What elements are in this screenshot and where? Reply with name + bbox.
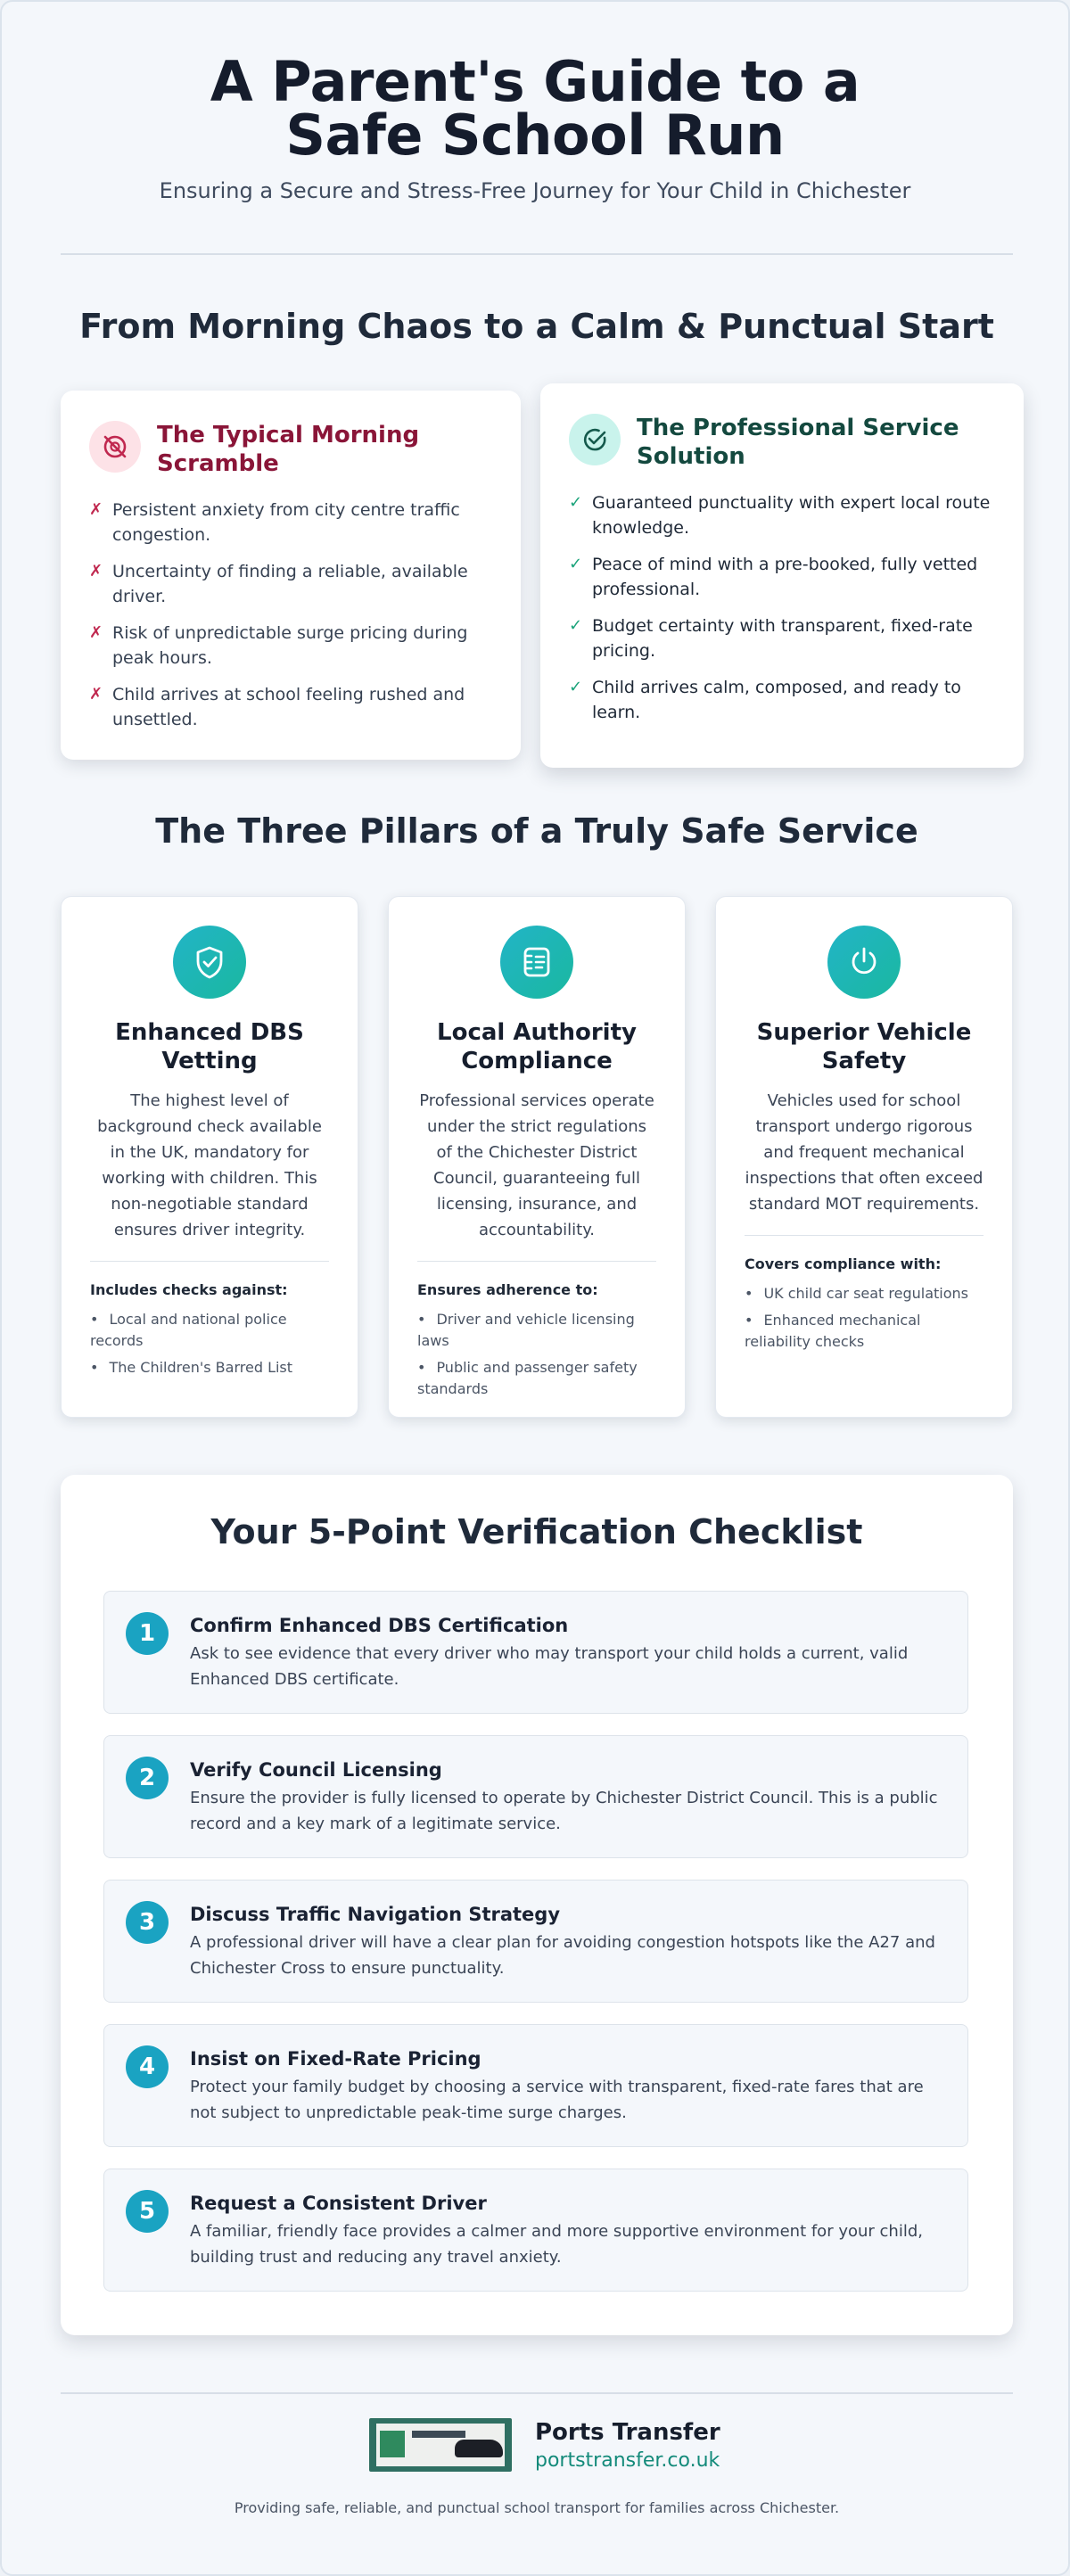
step-number: 4	[126, 2045, 169, 2088]
step-number: 2	[126, 1757, 169, 1799]
brand-name: Ports Transfer	[535, 2418, 720, 2446]
pillar-card-compliance	[388, 896, 686, 1418]
step-title: Discuss Traffic Navigation Strategy	[190, 1904, 561, 1925]
cross-icon: ✗	[89, 685, 103, 704]
pillar-title: Local Authority Compliance	[437, 1019, 637, 1074]
page-title: A Parent's Guide to a Safe School Run	[210, 49, 860, 168]
step-text: Ask to see evidence that every driver who may transport your child holds a current, valid Enhanced DBS certificate.	[190, 1644, 909, 1689]
power-icon	[827, 926, 901, 999]
cross-icon: ✗	[89, 500, 103, 519]
pillar-points	[90, 1309, 329, 1379]
footer-brand	[369, 2418, 720, 2472]
divider	[61, 253, 1013, 255]
step-text: Ensure the provider is fully licensed to operate by Chichester District Council. This is a public record and a key mark of a legitimate service.	[190, 1789, 938, 1833]
divider	[90, 1261, 329, 1262]
step-title: Verify Council Licensing	[190, 1759, 442, 1781]
check-icon: ✓	[569, 493, 583, 512]
checklist-title: Your 5-Point Verification Checklist	[210, 1512, 863, 1551]
step-text: A professional driver will have a clear plan for avoiding congestion hotspots like the A27 and Chichester Cross to ensure punctuality.	[190, 1933, 935, 1978]
pillar-points	[745, 1283, 984, 1353]
pillars-title: The Three Pillars of a Truly Safe Service	[155, 811, 918, 851]
problem-card	[61, 391, 521, 760]
divider	[61, 2392, 1013, 2394]
checklist-step	[103, 2169, 968, 2292]
pillar-description: The highest level of background check available in the UK, mandatory for working with children. This non-negotiable standard ensures driver integrity.	[97, 1091, 322, 1239]
checklist-step	[103, 1880, 968, 2003]
step-number: 1	[126, 1612, 169, 1655]
checklist-step	[103, 2024, 968, 2147]
brand-logo	[369, 2418, 512, 2472]
problem-list	[89, 498, 492, 732]
list-item: ✗ Uncertainty of finding a reliable, available driver.	[89, 559, 492, 609]
pillar-card-dbs	[61, 896, 358, 1418]
step-title: Insist on Fixed-Rate Pricing	[190, 2048, 482, 2070]
divider	[417, 1261, 656, 1262]
comparison-title: From Morning Chaos to a Calm & Punctual Start	[79, 307, 994, 346]
step-text: A familiar, friendly face provides a calmer and more supportive environment for your child, building trust and reducing any travel anxiety.	[190, 2222, 923, 2267]
list-item: ✗ Child arrives at school feeling rushed and unsettled.	[89, 682, 492, 732]
header	[2, 2, 1068, 203]
step-title: Confirm Enhanced DBS Certification	[190, 1615, 569, 1636]
pillar-subtitle: Covers compliance with:	[745, 1255, 942, 1272]
list-item: • Driver and vehicle licensing laws	[417, 1309, 656, 1352]
solution-list	[569, 490, 995, 725]
list-item: ✓ Budget certainty with transparent, fixed-rate pricing.	[569, 613, 995, 663]
solution-heading: The Professional Service Solution	[637, 415, 959, 470]
cross-icon: ✗	[89, 623, 103, 642]
solution-card	[540, 383, 1024, 768]
problem-heading: The Typical Morning Scramble	[157, 422, 420, 477]
divider	[745, 1235, 984, 1236]
list-item: ✗ Risk of unpredictable surge pricing during peak hours.	[89, 621, 492, 671]
pillar-title: Enhanced DBS Vetting	[115, 1019, 304, 1074]
checklist-card	[61, 1475, 1013, 2335]
check-icon: ✓	[569, 555, 583, 573]
pillar-subtitle: Ensures adherence to:	[417, 1281, 598, 1298]
checklist-step	[103, 1735, 968, 1858]
brand-url-link[interactable]: portstransfer.co.uk	[535, 2448, 720, 2472]
step-number: 5	[126, 2190, 169, 2233]
list-item: • Enhanced mechanical reliability checks	[745, 1310, 984, 1353]
list-item: ✓ Peace of mind with a pre-booked, fully vetted professional.	[569, 552, 995, 602]
list-item: • Public and passenger safety standards	[417, 1357, 656, 1400]
step-number: 3	[126, 1901, 169, 1944]
list-item: • The Children's Barred List	[90, 1357, 329, 1379]
pillar-points	[417, 1309, 656, 1400]
pillar-description: Vehicles used for school transport undergo rigorous and frequent mechanical inspections that often exceed standard MOT requirements.	[745, 1091, 984, 1214]
list-item: • Local and national police records	[90, 1309, 329, 1352]
pillar-title: Superior Vehicle Safety	[756, 1019, 972, 1074]
no-entry-icon	[89, 421, 141, 473]
check-icon: ✓	[569, 678, 583, 696]
pillar-description: Professional services operate under the strict regulations of the Chichester District Council, guaranteeing full licensing, insurance, and accountability.	[419, 1091, 654, 1239]
shield-check-icon	[173, 926, 246, 999]
pillar-card-vehicle	[715, 896, 1013, 1418]
step-title: Request a Consistent Driver	[190, 2193, 487, 2214]
checklist-step	[103, 1591, 968, 1714]
list-item: ✗ Persistent anxiety from city centre traffic congestion.	[89, 498, 492, 547]
cross-icon: ✗	[89, 562, 103, 580]
page-subtitle: Ensuring a Secure and Stress-Free Journey for Your Child in Chichester	[159, 178, 911, 203]
check-circle-icon	[569, 414, 621, 465]
list-item: ✓ Child arrives calm, composed, and ready to learn.	[569, 675, 995, 725]
check-icon: ✓	[569, 616, 583, 635]
list-item: ✓ Guaranteed punctuality with expert local route knowledge.	[569, 490, 995, 540]
step-text: Protect your family budget by choosing a service with transparent, fixed-rate fares that are not subject to unpredictable peak-time surge charges.	[190, 2078, 924, 2122]
list-item: • UK child car seat regulations	[745, 1283, 984, 1304]
footer-tagline: Providing safe, reliable, and punctual school transport for families across Chichester.	[234, 2499, 840, 2516]
document-list-icon	[500, 926, 573, 999]
pillar-subtitle: Includes checks against:	[90, 1281, 288, 1298]
